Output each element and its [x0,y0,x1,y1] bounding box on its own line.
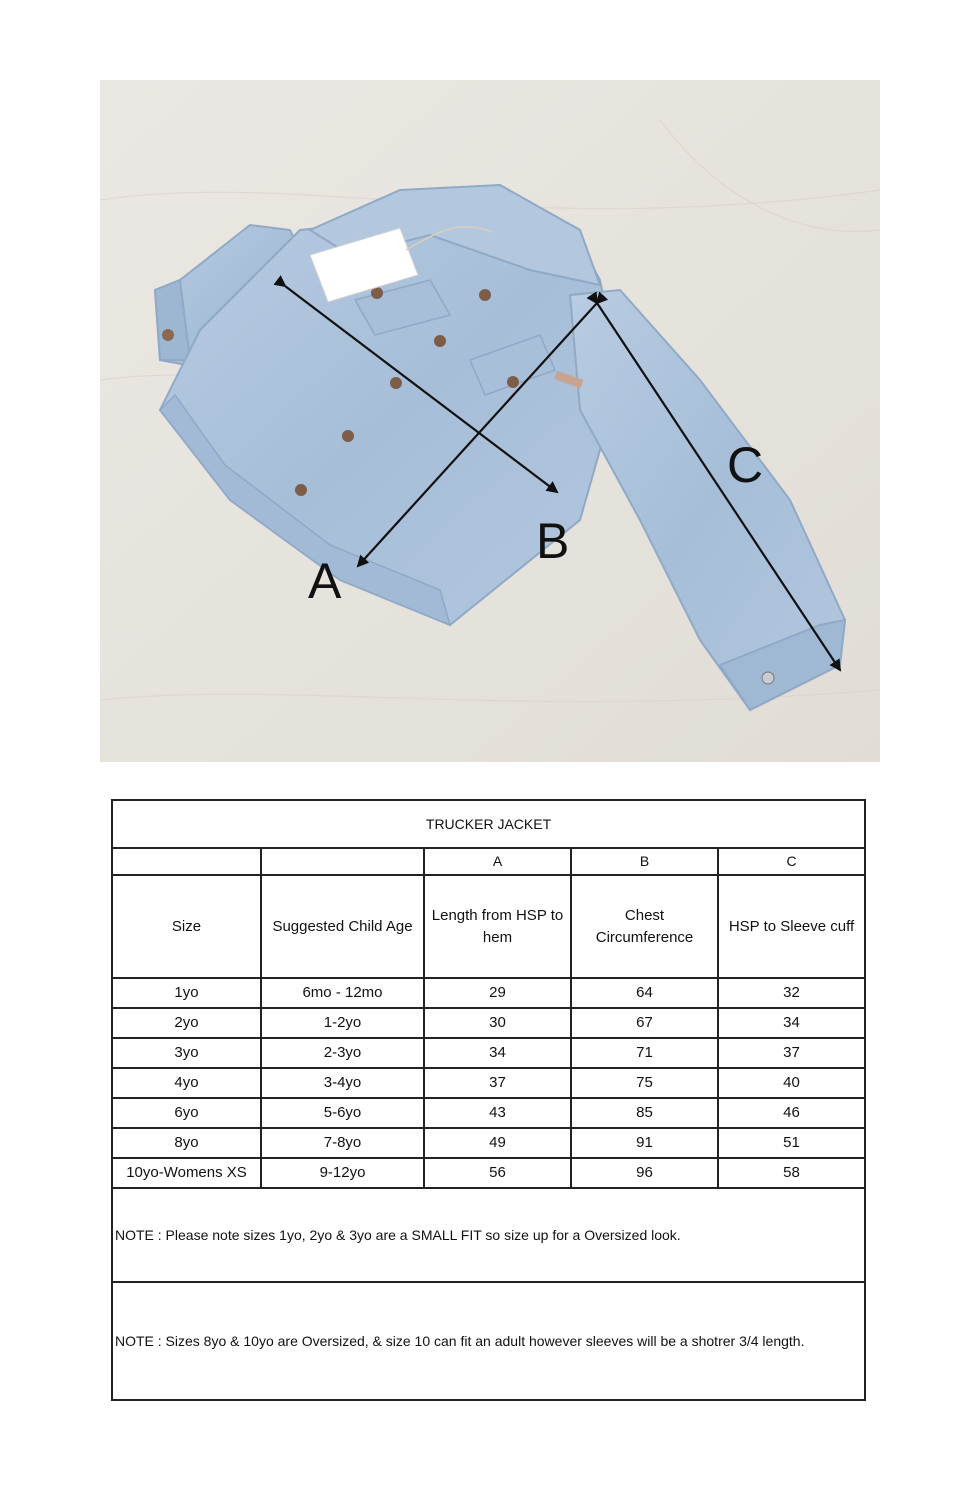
note-row [112,1282,865,1400]
jacket-button [390,377,402,389]
jacket-button [434,335,446,347]
length-cell: 49 [424,1128,571,1158]
measure-label-a: A [308,553,342,609]
age-cell: 7-8yo [261,1128,424,1158]
table-row [112,1038,865,1068]
title-row [112,800,865,848]
size-cell: 8yo [112,1128,261,1158]
age-cell: 1-2yo [261,1008,424,1038]
chest-cell: 96 [571,1158,718,1188]
sleeve-cell: 46 [718,1098,865,1128]
chest-cell: 64 [571,978,718,1008]
length-cell: 29 [424,978,571,1008]
length-cell: 30 [424,1008,571,1038]
table-row [112,1098,865,1128]
fit-note-oversized: NOTE : Sizes 8yo & 10yo are Oversized, & size 10 can fit an adult however sleeves will be a shotrer 3/4 length. [112,1282,865,1400]
age-cell: 5-6yo [261,1098,424,1128]
measure-letter-row [112,848,865,875]
size-cell: 10yo-Womens XS [112,1158,261,1188]
size-chart-table [111,799,866,1401]
chest-cell: 71 [571,1038,718,1068]
size-cell: 4yo [112,1068,261,1098]
letter-cell: A [424,848,571,875]
letter-cell: B [571,848,718,875]
table-row [112,1158,865,1188]
size-cell: 1yo [112,978,261,1008]
sleeve-cell: 32 [718,978,865,1008]
cuff-snap [762,672,774,684]
letter-cell: C [718,848,865,875]
column-header: Size [112,875,261,978]
note-row [112,1188,865,1282]
age-cell: 2-3yo [261,1038,424,1068]
length-cell: 43 [424,1098,571,1128]
chest-cell: 85 [571,1098,718,1128]
chest-cell: 91 [571,1128,718,1158]
size-cell: 2yo [112,1008,261,1038]
size-cell: 3yo [112,1038,261,1068]
jacket-button [342,430,354,442]
jacket-button [295,484,307,496]
measure-label-b: B [536,513,570,569]
age-cell: 3-4yo [261,1068,424,1098]
product-photo [100,80,880,762]
age-cell: 6mo - 12mo [261,978,424,1008]
fit-note-small: NOTE : Please note sizes 1yo, 2yo & 3yo are a SMALL FIT so size up for a Oversized look. [112,1188,865,1282]
letter-cell [261,848,424,875]
sleeve-cell: 40 [718,1068,865,1098]
column-header-row [112,875,865,978]
measure-label-c: C [727,437,764,493]
letter-cell [112,848,261,875]
size-cell: 6yo [112,1098,261,1128]
table-row [112,1008,865,1038]
column-header: Chest Circumference [571,875,718,978]
column-header: Length from HSP to hem [424,875,571,978]
sleeve-cell: 34 [718,1008,865,1038]
age-cell: 9-12yo [261,1158,424,1188]
jacket-button [479,289,491,301]
table-row [112,978,865,1008]
table-row [112,1068,865,1098]
table-row [112,1128,865,1158]
length-cell: 56 [424,1158,571,1188]
length-cell: 34 [424,1038,571,1068]
sleeve-cell: 51 [718,1128,865,1158]
jacket-button [507,376,519,388]
cuff-button [162,329,174,341]
chest-cell: 75 [571,1068,718,1098]
sleeve-cell: 37 [718,1038,865,1068]
chest-cell: 67 [571,1008,718,1038]
length-cell: 37 [424,1068,571,1098]
column-header: HSP to Sleeve cuff [718,875,865,978]
sleeve-cell: 58 [718,1158,865,1188]
table-title: TRUCKER JACKET [112,800,865,848]
jacket-illustration [100,80,880,762]
column-header: Suggested Child Age [261,875,424,978]
